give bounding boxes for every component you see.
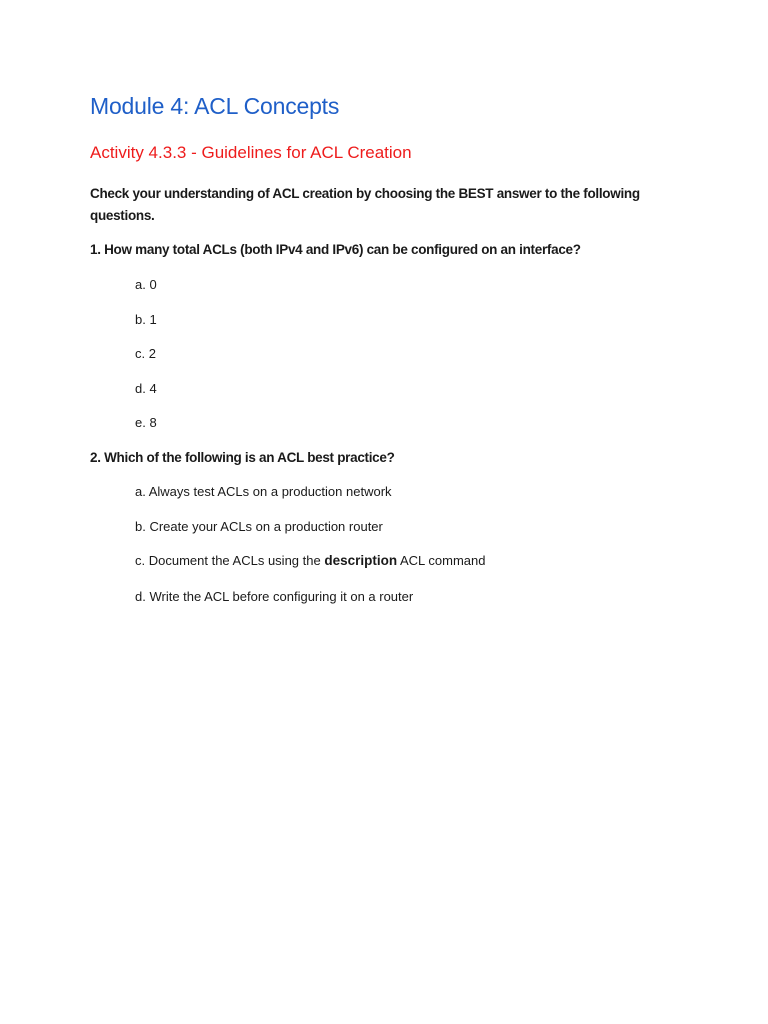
question-1-option-e: e. 8 — [135, 415, 157, 430]
question-1-option-d: d. 4 — [135, 381, 157, 396]
question-1-option-c: c. 2 — [135, 346, 156, 361]
module-title: Module 4: ACL Concepts — [90, 93, 340, 119]
question-2: 2. Which of the following is an ACL best practice? — [90, 450, 395, 465]
activity-title: Activity 4.3.3 - Guidelines for ACL Creation — [90, 143, 412, 162]
description-keyword: description — [324, 553, 398, 568]
question-2-option-d: d. Write the ACL before configuring it on a router — [135, 589, 414, 604]
question-2-option-a: a. Always test ACLs on a production network — [135, 484, 392, 499]
option-c-prefix: c. Document the ACLs using the — [135, 553, 325, 568]
question-1-option-b: b. 1 — [135, 312, 157, 327]
question-1: 1. How many total ACLs (both IPv4 and IPv6) can be configured on an interface? — [90, 242, 581, 257]
question-1-option-a: a. 0 — [135, 277, 157, 292]
option-c-suffix: ACL command — [397, 553, 486, 568]
intro-paragraph: Check your understanding of ACL creation by choosing the BEST answer to the following questions. — [90, 186, 640, 223]
question-2-option-c — [135, 552, 486, 570]
question-2-option-b: b. Create your ACLs on a production router — [135, 519, 383, 534]
